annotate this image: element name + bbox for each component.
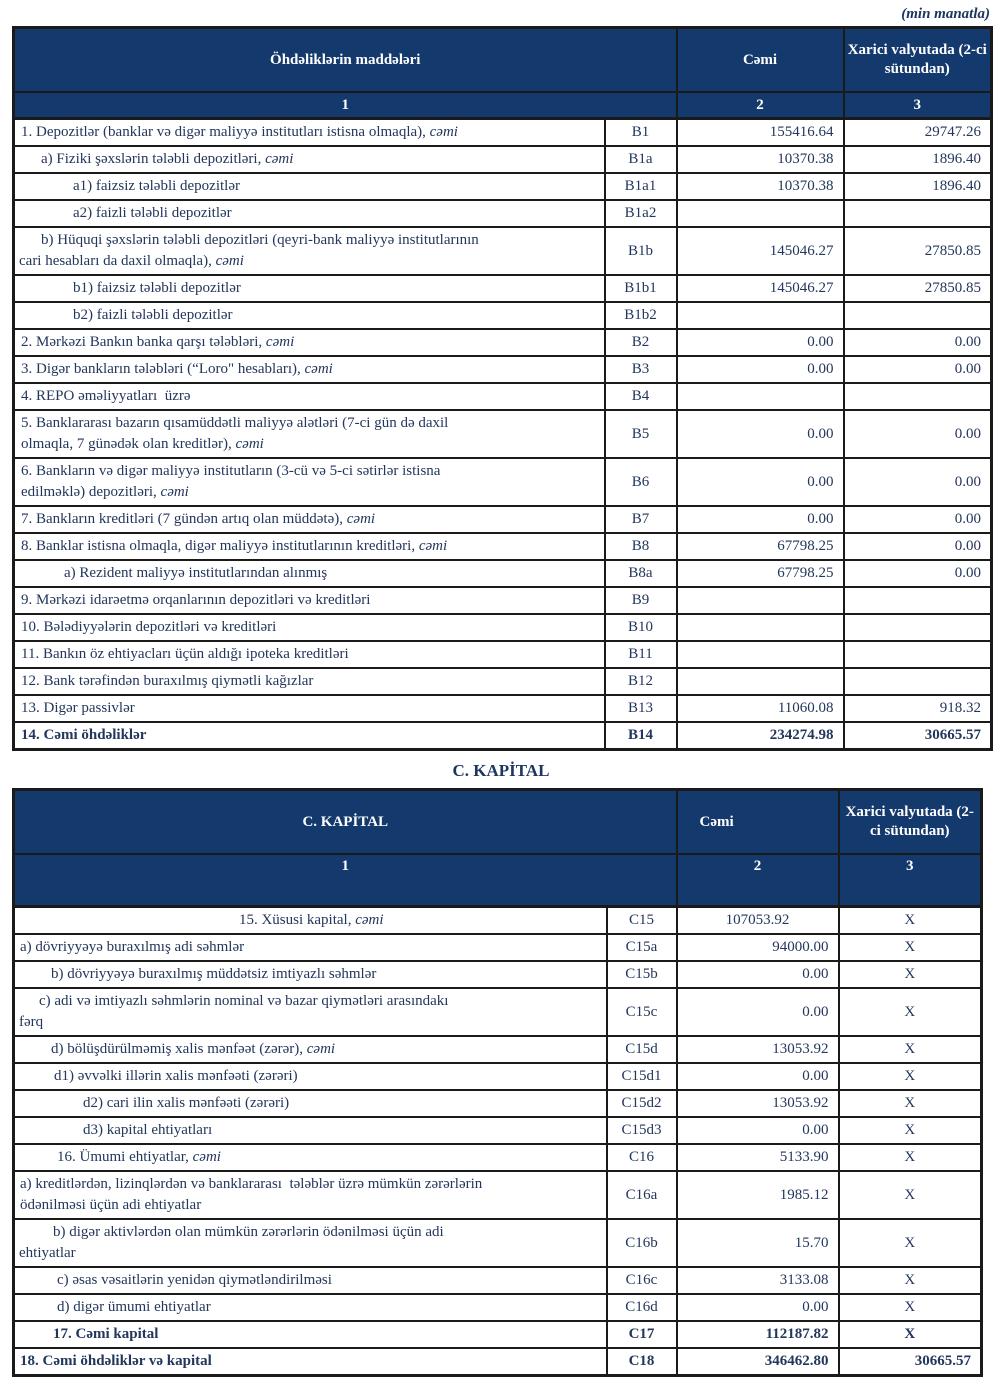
row-fx-value: X <box>839 907 982 935</box>
row-total-value: 0.00 <box>677 458 844 506</box>
row-fx-value: 0.00 <box>844 356 992 383</box>
table-row <box>14 934 982 961</box>
row-label: c) adi və imtiyazlı səhmlərin nominal və bazar qiymətləri arasındakı fərq <box>14 988 607 1036</box>
row-label: 18. Cəmi öhdəliklər və kapital <box>14 1348 607 1376</box>
row-label: 4. REPO əməliyyatları üzrə <box>14 383 605 410</box>
row-label: 9. Mərkəzi idarəetmə orqanlarının depozitləri və kreditləri <box>14 587 605 614</box>
row-total-value: 13053.92 <box>677 1036 839 1063</box>
row-label: 12. Bank tərəfindən buraxılmış qiymətli kağızlar <box>14 668 605 695</box>
row-code: B7 <box>605 506 677 533</box>
row-total-value: 112187.82 <box>677 1321 839 1348</box>
row-label: 11. Bankın öz ehtiyacları üçün aldığı ipoteka kreditləri <box>14 641 605 668</box>
row-label: 14. Cəmi öhdəliklər <box>14 722 605 750</box>
row-label: d) digər ümumi ehtiyatlar <box>14 1294 607 1321</box>
capital-header-fx: Xarici valyutada (2-ci sütundan) <box>839 790 982 855</box>
capital-header-row <box>14 790 982 855</box>
table-row <box>14 961 982 988</box>
row-fx-value <box>844 641 992 668</box>
row-total-value: 94000.00 <box>677 934 839 961</box>
row-label: c) əsas vəsaitlərin yenidən qiymətləndirilməsi <box>14 1267 607 1294</box>
row-fx-value: 0.00 <box>844 506 992 533</box>
table-row <box>14 1063 982 1090</box>
row-code: B8a <box>605 560 677 587</box>
row-total-value: 234274.98 <box>677 722 844 750</box>
table-row <box>14 275 992 302</box>
row-total-value: 0.00 <box>677 329 844 356</box>
liabilities-subheader-1: 1 <box>14 92 677 119</box>
table-row <box>14 227 992 275</box>
row-fx-value: 0.00 <box>844 329 992 356</box>
row-code: C17 <box>607 1321 677 1348</box>
row-total-value: 15.70 <box>677 1219 839 1267</box>
table-row <box>14 1036 982 1063</box>
row-code: B9 <box>605 587 677 614</box>
row-total-value: 145046.27 <box>677 227 844 275</box>
row-label: 13. Digər passivlər <box>14 695 605 722</box>
liabilities-header-items: Öhdəliklərin maddələri <box>14 28 677 93</box>
table-row <box>14 722 992 750</box>
row-code: B12 <box>605 668 677 695</box>
row-label: a) kreditlərdən, lizinqlərdən və banklararası tələblər üzrə mümkün zərərlərin ödənilməsi üçün adi ehtiyatlar <box>14 1171 607 1219</box>
row-fx-value <box>844 200 992 227</box>
row-fx-value: X <box>839 1144 982 1171</box>
row-fx-value: 918.32 <box>844 695 992 722</box>
row-total-value: 0.00 <box>677 1294 839 1321</box>
row-total-value: 5133.90 <box>677 1144 839 1171</box>
table-row <box>14 641 992 668</box>
table-row <box>14 988 982 1036</box>
row-fx-value: 29747.26 <box>844 119 992 147</box>
row-fx-value: X <box>839 1267 982 1294</box>
row-label: 15. Xüsusi kapital, cəmi <box>14 907 607 935</box>
row-fx-value: X <box>839 1090 982 1117</box>
row-total-value: 0.00 <box>677 1117 839 1144</box>
row-code: C15 <box>607 907 677 935</box>
row-total-value: 0.00 <box>677 506 844 533</box>
table-row <box>14 119 992 147</box>
row-total-value <box>677 587 844 614</box>
row-total-value: 107053.92 <box>677 907 839 935</box>
table-row <box>14 668 992 695</box>
row-code: C15c <box>607 988 677 1036</box>
row-code: B1a2 <box>605 200 677 227</box>
unit-note: (min manatla) <box>901 6 990 22</box>
row-code: C16b <box>607 1219 677 1267</box>
table-row <box>14 1294 982 1321</box>
row-code: C16d <box>607 1294 677 1321</box>
row-label: d) bölüşdürülməmiş xalis mənfəət (zərər), cəmi <box>14 1036 607 1063</box>
row-fx-value <box>844 668 992 695</box>
row-code: B2 <box>605 329 677 356</box>
table-row <box>14 146 992 173</box>
table-row <box>14 587 992 614</box>
row-fx-value <box>844 587 992 614</box>
row-label: 3. Digər bankların tələbləri (“Loro" hesabları), cəmi <box>14 356 605 383</box>
row-code: C15b <box>607 961 677 988</box>
row-total-value <box>677 641 844 668</box>
capital-subheader-1: 1 <box>14 854 677 907</box>
row-total-value: 1985.12 <box>677 1171 839 1219</box>
row-total-value: 0.00 <box>677 1063 839 1090</box>
row-label: d2) cari ilin xalis mənfəəti (zərəri) <box>14 1090 607 1117</box>
row-code: B8 <box>605 533 677 560</box>
row-total-value <box>677 200 844 227</box>
row-total-value: 11060.08 <box>677 695 844 722</box>
liabilities-header-row <box>14 28 992 93</box>
row-fx-value: X <box>839 1219 982 1267</box>
row-code: B1b <box>605 227 677 275</box>
row-code: C16c <box>607 1267 677 1294</box>
row-label: 17. Cəmi kapital <box>14 1321 607 1348</box>
capital-header-items: C. KAPİTAL <box>14 790 677 855</box>
row-code: B11 <box>605 641 677 668</box>
row-label: a1) faizsiz tələbli depozitlər <box>14 173 605 200</box>
row-label: d1) əvvəlki illərin xalis mənfəəti (zərəri) <box>14 1063 607 1090</box>
table-row <box>14 1117 982 1144</box>
row-label: 6. Bankların və digər maliyyə institutların (3-cü və 5-ci sətirlər istisna edilməklə) depozitləri, cəmi <box>14 458 605 506</box>
row-label: 5. Banklararası bazarın qısamüddətli maliyyə alətləri (7-ci gün də daxil olmaqla, 7 günədək olan kreditlər), cəmi <box>14 410 605 458</box>
row-label: a) dövriyyəyə buraxılmış adi səhmlər <box>14 934 607 961</box>
row-label: b2) faizli tələbli depozitlər <box>14 302 605 329</box>
row-total-value: 0.00 <box>677 356 844 383</box>
row-code: B1a <box>605 146 677 173</box>
row-total-value: 155416.64 <box>677 119 844 147</box>
row-fx-value: X <box>839 934 982 961</box>
row-code: C15a <box>607 934 677 961</box>
row-fx-value: 0.00 <box>844 458 992 506</box>
row-total-value: 145046.27 <box>677 275 844 302</box>
table-row <box>14 458 992 506</box>
row-total-value: 0.00 <box>677 988 839 1036</box>
table-row <box>14 329 992 356</box>
row-total-value: 10370.38 <box>677 146 844 173</box>
row-total-value: 0.00 <box>677 961 839 988</box>
row-label: 2. Mərkəzi Bankın banka qarşı tələbləri, cəmi <box>14 329 605 356</box>
row-fx-value: X <box>839 1294 982 1321</box>
row-code: B6 <box>605 458 677 506</box>
row-fx-value <box>844 614 992 641</box>
table-row <box>14 302 992 329</box>
liabilities-subheader-row <box>14 92 992 119</box>
row-total-value <box>677 383 844 410</box>
row-label: a) Rezident maliyyə institutlarından alınmış <box>14 560 605 587</box>
liabilities-header-total: Cəmi <box>677 28 844 93</box>
row-fx-value <box>844 302 992 329</box>
row-label: a) Fiziki şəxslərin tələbli depozitləri, cəmi <box>14 146 605 173</box>
row-label: b1) faizsiz tələbli depozitlər <box>14 275 605 302</box>
row-fx-value: X <box>839 1117 982 1144</box>
row-code: C16a <box>607 1171 677 1219</box>
row-fx-value: X <box>839 1036 982 1063</box>
row-code: B1a1 <box>605 173 677 200</box>
row-label: b) Hüquqi şəxslərin tələbli depozitləri (qeyri-bank maliyyə institutlarının cari hesabları da daxil olmaqla), cəmi <box>14 227 605 275</box>
row-fx-value: 0.00 <box>844 533 992 560</box>
table-row <box>14 383 992 410</box>
table-row <box>14 1267 982 1294</box>
row-label: d3) kapital ehtiyatları <box>14 1117 607 1144</box>
row-total-value: 346462.80 <box>677 1348 839 1376</box>
table-row <box>14 560 992 587</box>
table-row <box>14 614 992 641</box>
table-row <box>14 1090 982 1117</box>
liabilities-table <box>12 26 993 751</box>
table-row <box>14 200 992 227</box>
section-title-kapital: C. KAPİTAL <box>452 761 550 780</box>
table-row <box>14 173 992 200</box>
row-total-value: 0.00 <box>677 410 844 458</box>
row-code: B10 <box>605 614 677 641</box>
row-total-value <box>677 302 844 329</box>
capital-subheader-row <box>14 854 982 907</box>
table-row <box>14 1219 982 1267</box>
row-fx-value: 1896.40 <box>844 146 992 173</box>
row-total-value: 3133.08 <box>677 1267 839 1294</box>
row-fx-value: 27850.85 <box>844 227 992 275</box>
row-code: C15d3 <box>607 1117 677 1144</box>
row-fx-value: 1896.40 <box>844 173 992 200</box>
liabilities-subheader-2: 2 <box>677 92 844 119</box>
row-fx-value: X <box>839 961 982 988</box>
row-code: B14 <box>605 722 677 750</box>
row-label: b) digər aktivlərdən olan mümkün zərərlərin ödənilməsi üçün adi ehtiyatlar <box>14 1219 607 1267</box>
table-row <box>14 410 992 458</box>
row-total-value: 13053.92 <box>677 1090 839 1117</box>
row-code: C18 <box>607 1348 677 1376</box>
row-fx-value: 27850.85 <box>844 275 992 302</box>
row-total-value <box>677 668 844 695</box>
row-fx-value: X <box>839 1321 982 1348</box>
row-code: B4 <box>605 383 677 410</box>
row-label: a2) faizli tələbli depozitlər <box>14 200 605 227</box>
row-code: B1b1 <box>605 275 677 302</box>
row-label: 1. Depozitlər (banklar və digər maliyyə institutları istisna olmaqla), cəmi <box>14 119 605 147</box>
table-row <box>14 1144 982 1171</box>
row-fx-value: X <box>839 1171 982 1219</box>
row-code: C15d2 <box>607 1090 677 1117</box>
row-code: B13 <box>605 695 677 722</box>
row-fx-value: 30665.57 <box>839 1348 982 1376</box>
row-label: 8. Banklar istisna olmaqla, digər maliyyə institutlarının kreditləri, cəmi <box>14 533 605 560</box>
table-row <box>14 1171 982 1219</box>
row-code: B1b2 <box>605 302 677 329</box>
row-fx-value: 30665.57 <box>844 722 992 750</box>
row-label: b) dövriyyəyə buraxılmış müddətsiz imtiyazlı səhmlər <box>14 961 607 988</box>
row-total-value: 67798.25 <box>677 533 844 560</box>
row-label: 10. Bələdiyyələrin depozitləri və kreditləri <box>14 614 605 641</box>
row-total-value: 67798.25 <box>677 560 844 587</box>
row-code: C15d1 <box>607 1063 677 1090</box>
row-code: C15d <box>607 1036 677 1063</box>
row-code: B3 <box>605 356 677 383</box>
table-row <box>14 907 982 935</box>
table-row <box>14 533 992 560</box>
row-code: B1 <box>605 119 677 147</box>
capital-table <box>12 788 983 1377</box>
row-fx-value: 0.00 <box>844 410 992 458</box>
row-code: C16 <box>607 1144 677 1171</box>
row-fx-value: X <box>839 1063 982 1090</box>
row-total-value: 10370.38 <box>677 173 844 200</box>
table-row <box>14 695 992 722</box>
table-row <box>14 1321 982 1348</box>
liabilities-header-fx: Xarici valyutada (2-ci sütundan) <box>844 28 992 93</box>
row-code: B5 <box>605 410 677 458</box>
row-fx-value: X <box>839 988 982 1036</box>
liabilities-subheader-3: 3 <box>844 92 992 119</box>
table-row <box>14 506 992 533</box>
row-fx-value: 0.00 <box>844 560 992 587</box>
capital-subheader-3: 3 <box>839 854 982 907</box>
row-total-value <box>677 614 844 641</box>
table-row <box>14 356 992 383</box>
row-label: 16. Ümumi ehtiyatlar, cəmi <box>14 1144 607 1171</box>
capital-header-total: Cəmi <box>677 790 839 855</box>
row-label: 7. Bankların kreditləri (7 gündən artıq olan müddətə), cəmi <box>14 506 605 533</box>
row-fx-value <box>844 383 992 410</box>
capital-subheader-2: 2 <box>677 854 839 907</box>
table-row <box>14 1348 982 1376</box>
